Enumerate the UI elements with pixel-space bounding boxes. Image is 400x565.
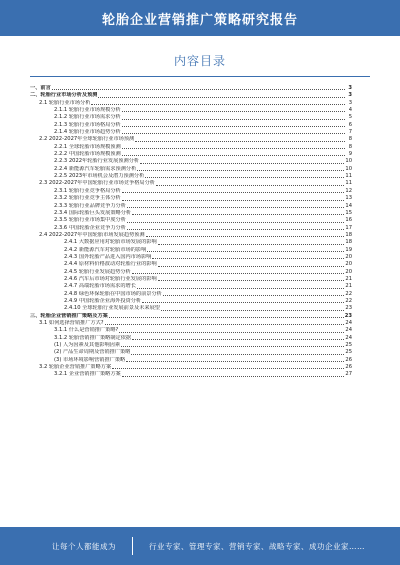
toc-entry-page: 11 (345, 173, 352, 180)
toc-leader-dots (137, 169, 344, 171)
toc-entry[interactable] (30, 305, 352, 312)
toc-leader-dots (121, 345, 344, 347)
toc-leader-dots (122, 125, 345, 127)
footer-banner (0, 527, 400, 565)
toc-leader-dots (137, 287, 344, 289)
toc-leader-dots (122, 132, 345, 134)
toc-entry[interactable] (30, 327, 352, 334)
toc-entry[interactable] (30, 166, 352, 173)
toc-entry[interactable] (30, 203, 352, 210)
toc-entry-label: 3.1 如何选择营销推广方式? (39, 320, 104, 326)
toc-entry-page: 19 (345, 246, 352, 253)
toc-leader-dots (105, 323, 345, 325)
toc-entry[interactable] (30, 158, 352, 165)
toc-entry-label: 3.1.2 轮胎营销推广策略制定依据 (54, 334, 132, 341)
toc-entry[interactable] (30, 180, 352, 187)
toc-entry-page: 8 (348, 143, 352, 150)
toc-entry-page: 10 (345, 158, 352, 165)
toc-entry-page: 16 (345, 217, 352, 224)
toc-entry-label: 2.3.5 轮胎行业市场集中度分析 (54, 217, 126, 224)
footer-slogan-right: 行业专家、管理专家、营销专家、战略专家、成功企业家…… (149, 541, 365, 551)
toc-entry-page: 27 (345, 371, 352, 378)
toc-entry-label: (1) 人为因素及其他影响因素 (54, 342, 121, 349)
toc-entry[interactable] (30, 254, 352, 261)
toc-entry[interactable] (30, 107, 352, 114)
toc-leader-dots (127, 221, 344, 223)
toc-entry-page: 18 (345, 239, 352, 246)
toc-entry-page: 5 (348, 114, 352, 121)
toc-entry-label: 2.2.2 中国轮胎市场规模预测 (54, 151, 121, 158)
toc-entry-label: 一、前言 (30, 85, 51, 91)
toc-leader-dots (158, 265, 345, 267)
toc-entry[interactable] (30, 122, 352, 129)
toc-entry-label: 2.4.3 国外轮胎产品进入国内市场影响 (64, 253, 152, 260)
toc-entry-label: 2.4.9 中国轮胎企业海外投资分析 (64, 297, 142, 304)
toc-entry-label: 2.3.4 国际轮胎巨头发展策略分析 (54, 209, 132, 216)
toc-entry[interactable] (30, 239, 352, 246)
toc-leader-dots (126, 360, 344, 362)
toc-entry[interactable] (30, 349, 352, 356)
toc-entry-label: 2.4 2022-2027年中国轮胎市场发展趋势预测 (39, 231, 145, 238)
toc-entry-page: 4 (348, 107, 352, 114)
toc-leader-dots (127, 206, 344, 208)
toc-entry-label: 2.3 2022-2027年中国轮胎行业市场竞争格局分析 (39, 180, 155, 187)
toc-entry-page: 20 (345, 253, 352, 260)
toc-entry[interactable] (30, 276, 352, 283)
toc-entry[interactable] (30, 173, 352, 180)
toc-entry-label: 2.4.1 大数据应用对轮胎市场发展的影响 (64, 239, 157, 246)
toc-leader-dots (147, 250, 344, 252)
toc-entry-label: 3.1.1 什么是营销推广策略? (54, 327, 119, 334)
toc-entry-page: 25 (345, 349, 352, 356)
toc-entry-page: 15 (345, 209, 352, 216)
toc-entry[interactable] (30, 151, 352, 158)
toc-entry-label: (3) 市场环境影响营销推广策略 (54, 356, 126, 363)
toc-entry-page: 23 (345, 305, 352, 312)
toc-entry-page: 22 (345, 290, 352, 297)
toc-leader-dots (112, 367, 344, 369)
toc-entry-page: 24 (345, 320, 352, 326)
toc-entry[interactable] (30, 298, 352, 305)
report-title: 轮胎企业营销推广策略研究报告 (101, 12, 298, 28)
toc-leader-dots (122, 375, 345, 377)
toc-entry-label: 2.3.1 轮胎行业竞争格局分析 (54, 187, 121, 194)
toc-leader-dots (122, 147, 345, 149)
footer-divider (132, 537, 133, 555)
toc-entry[interactable] (30, 364, 352, 371)
toc-entry[interactable] (30, 357, 352, 364)
toc-leader-dots (158, 243, 345, 245)
toc-entry-page: 9 (348, 151, 352, 158)
toc-title: 内容目录 (173, 54, 226, 68)
toc-entry[interactable] (30, 225, 352, 232)
toc-entry[interactable] (30, 342, 352, 349)
toc-entry-page: 3 (348, 99, 352, 106)
toc-leader-dots (122, 191, 345, 193)
toc-entry[interactable] (30, 232, 352, 239)
toc-entry-page: 22 (345, 297, 352, 304)
toc-entry-page: 20 (345, 261, 352, 268)
toc-leader-dots (91, 103, 345, 105)
toc-entry-page: 8 (348, 136, 352, 143)
toc-entry[interactable] (30, 335, 352, 342)
toc-entry[interactable] (30, 195, 352, 202)
toc-entry-page: 7 (348, 129, 352, 136)
header-banner (0, 0, 400, 36)
toc-entry-page: 14 (345, 202, 352, 209)
toc-leader-dots (146, 235, 345, 237)
toc-leader-dots (127, 228, 344, 230)
toc-entry[interactable] (30, 188, 352, 195)
toc-entry-label: 3.2.1 企业营销推广策略方案 (54, 371, 121, 378)
toc-entry-page: 26 (345, 364, 352, 371)
toc-entry-label: 2.2 2022-2027年全球轮胎行业市场预测 (39, 136, 135, 143)
toc-entry-label: 2.4.7 高端轮胎市场需求的增长 (64, 283, 136, 290)
toc-entry[interactable] (30, 100, 352, 107)
toc-entry[interactable] (30, 291, 352, 298)
toc-leader-dots (132, 213, 344, 215)
toc-entry-page: 25 (345, 342, 352, 349)
toc-entry-label: 2.1 轮胎行业市场分析 (39, 99, 91, 106)
toc-entry-label: 二、轮胎行业市场分析及预测 (30, 92, 98, 99)
toc-entry-page: 21 (345, 275, 352, 282)
toc-entry-label: 2.1.4 轮胎行业市场趋势分析 (54, 129, 121, 136)
toc-entry-label: 2.2.5 2023年市场机会及潜力预测分析 (54, 173, 145, 180)
toc-entry-page: 26 (345, 356, 352, 363)
toc-entry-page: 20 (345, 268, 352, 275)
toc-entry[interactable] (30, 144, 352, 151)
toc-entry-label: 2.4.10 全球轮胎行业发展前景及未来展望 (64, 305, 160, 312)
toc-entry[interactable] (30, 85, 352, 92)
toc-entry-label: 2.1.1 轮胎行业市场规模分析 (54, 107, 121, 114)
toc-entry-page: 21 (345, 283, 352, 290)
toc-entry-label: 2.3.3 轮胎行业品牌竞争力分析 (54, 202, 126, 209)
toc-entry-label: 2.3.6 中国轮胎企业竞争力分析 (54, 224, 126, 231)
toc-entry-label: 2.2.4 新能源汽车轮胎需求预测分析 (54, 165, 137, 172)
toc-entry-label: 2.4.6 汽车后市场对轮胎行业发展的影响 (64, 275, 157, 282)
toc-leader-dots (135, 140, 345, 142)
toc-entry-label: (2) 产品生命周期及营销推广策略 (54, 349, 131, 356)
toc-leader-dots (119, 331, 344, 333)
toc-leader-dots (132, 338, 344, 340)
table-of-contents (30, 85, 352, 379)
toc-entry-label: 三、轮胎企业营销推广策略及方案 (30, 312, 108, 319)
toc-entry-page: 3 (348, 85, 352, 91)
toc-entry[interactable] (30, 92, 352, 99)
toc-entry-page: 6 (348, 121, 352, 128)
toc-entry[interactable] (30, 269, 352, 276)
toc-leader-dots (122, 110, 345, 112)
toc-leader-dots (131, 353, 344, 355)
toc-leader-dots (161, 309, 344, 311)
toc-entry[interactable] (30, 247, 352, 254)
toc-leader-dots (163, 294, 345, 296)
toc-entry-page: 12 (345, 187, 352, 194)
toc-leader-dots (132, 272, 345, 274)
toc-entry-label: 2.2.3 2022年轮胎行业发展预测分析 (54, 158, 140, 165)
toc-entry[interactable] (30, 283, 352, 290)
toc-entry[interactable] (30, 129, 352, 136)
toc-leader-dots (140, 162, 344, 164)
toc-entry[interactable] (30, 261, 352, 268)
toc-entry-label: 2.4.2 新能源汽车对轮胎市场的影响 (64, 246, 147, 253)
toc-leader-dots (158, 279, 345, 281)
footer-slogan-left: 让每个人都能成为 (52, 541, 116, 551)
toc-entry-page: 24 (345, 327, 352, 334)
toc-entry-page: 3 (348, 92, 352, 99)
toc-entry[interactable] (30, 217, 352, 224)
toc-leader-dots (152, 257, 344, 259)
toc-entry-label: 2.4.4 原材料价格波动对轮胎行业的影响 (64, 261, 157, 268)
toc-entry-page: 18 (345, 231, 352, 238)
toc-entry-page: 24 (345, 334, 352, 341)
toc-leader-dots (142, 301, 344, 303)
toc-entry-page: 23 (344, 312, 352, 319)
toc-entry-label: 3.2 轮胎企业营销推广策略方案 (39, 364, 112, 371)
toc-entry[interactable] (30, 320, 352, 327)
toc-entry[interactable] (30, 136, 352, 143)
toc-leader-dots (122, 154, 345, 156)
toc-entry-page: 17 (345, 224, 352, 231)
toc-leader-dots (52, 88, 345, 90)
toc-entry-label: 2.4.8 绿色环保轮胎在中国市场的前景分析 (64, 290, 162, 297)
toc-entry-label: 2.1.3 轮胎行业市场格局分析 (54, 121, 121, 128)
toc-entry-page: 13 (345, 195, 352, 202)
toc-entry-label: 2.3.2 轮胎行业竞争主体分析 (54, 195, 121, 202)
toc-entry-page: 11 (345, 180, 352, 187)
toc-leader-dots (156, 184, 344, 186)
toc-entry-label: 2.4.5 轮胎行业发展趋势分析 (64, 268, 131, 275)
toc-entry-label: 2.2.1 全球轮胎市场规模预测 (54, 143, 121, 150)
toc-divider (30, 76, 370, 77)
toc-entry[interactable] (30, 313, 352, 320)
toc-leader-dots (122, 118, 345, 120)
toc-leader-dots (122, 199, 345, 201)
toc-entry[interactable] (30, 210, 352, 217)
toc-entry[interactable] (30, 371, 352, 378)
toc-leader-dots (98, 96, 345, 98)
toc-leader-dots (145, 176, 344, 178)
toc-entry-label: 2.1.2 轮胎行业市场需求分析 (54, 114, 121, 121)
toc-leader-dots (109, 316, 344, 318)
toc-entry-page: 10 (345, 165, 352, 172)
toc-entry[interactable] (30, 114, 352, 121)
